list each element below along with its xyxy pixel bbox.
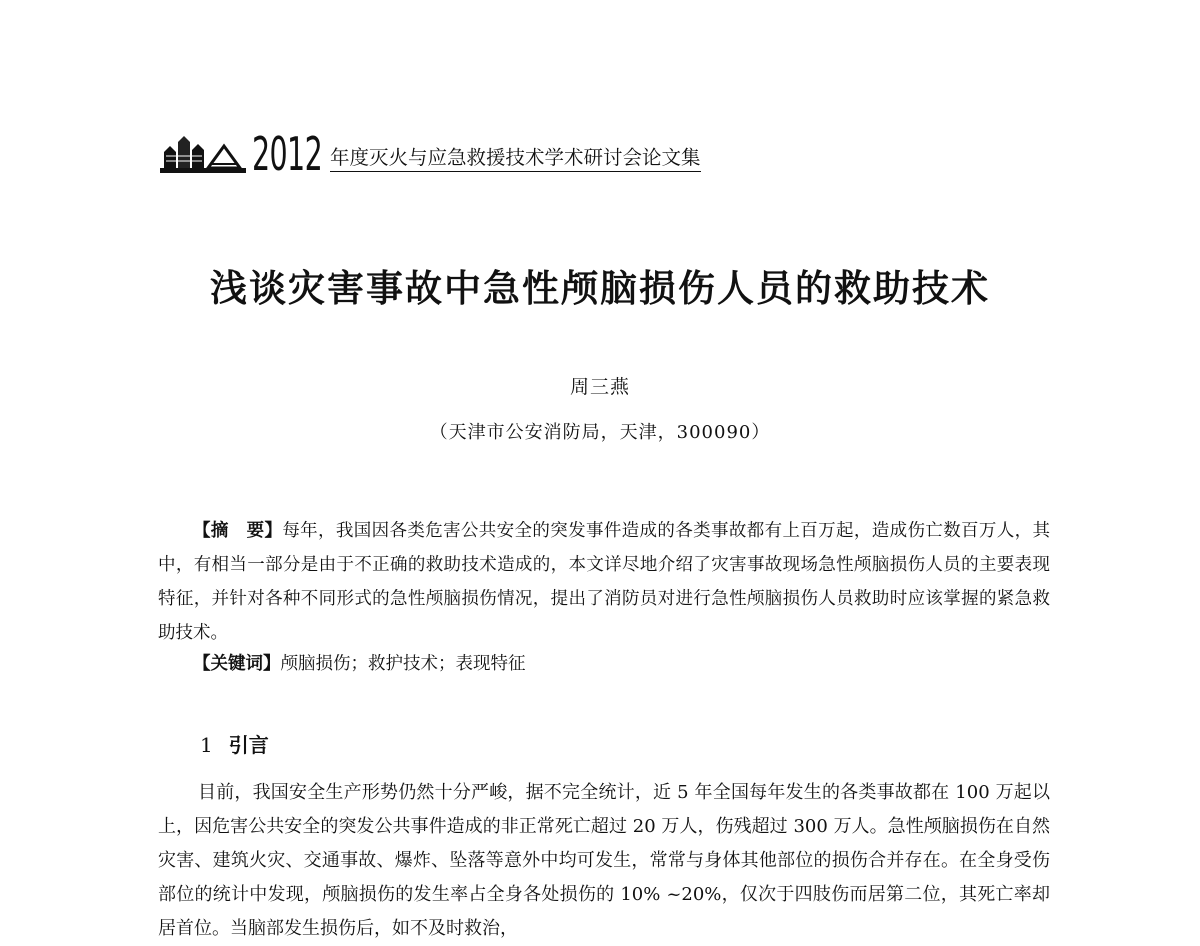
conference-logo-icon <box>160 130 246 174</box>
section-title: 引言 <box>228 733 269 757</box>
keywords-label: 【关键词】 <box>193 654 281 674</box>
conference-year: 2012 <box>252 127 323 181</box>
paper-title: 浅谈灾害事故中急性颅脑损伤人员的救助技术 <box>210 266 990 310</box>
author-affiliation: （天津市公安消防局，天津，300090） <box>429 422 771 443</box>
abstract-text: 每年，我国因各类危害公共安全的突发事件造成的各类事故都有上百万起，造成伤亡数百万人，其中，有相当一部分是由于不正确的救助技术造成的，本文详尽地介绍了灾害事故现场急性颅脑损伤人员的主要表现特征，并针对各种不同形式的急性颅脑损伤情况，提出了消防员对进行急性颅脑损伤人员救助时应该掌握的紧急救助技术。 <box>158 521 1051 643</box>
section-number: 1 <box>200 733 213 757</box>
abstract-label: 【摘 要】 <box>193 521 283 541</box>
section-body-paragraph: 目前，我国安全生产形势仍然十分严峻，据不完全统计，近 5 年全国每年发生的各类事故都在 100 万起以上，因危害公共安全的突发公共事件造成的非正常死亡超过 20 万人，伤残超过 300 万人。急性颅脑损伤在自然灾害、建筑火灾、交通事故、爆炸、坠落等意外中均可发生，常常与身体其他部位的损伤合并存在。在全身受伤部位的统计中发现，颅脑损伤的发生率占全身各处损伤的 10% ~20%，仅次于四肢伤而居第二位，其死亡率却居首位。当脑部发生损伤后，如不及时救治， <box>158 782 1050 939</box>
conference-header <box>160 127 701 181</box>
keywords-line <box>193 647 526 681</box>
abstract-paragraph <box>158 514 1050 650</box>
author-name: 周三燕 <box>569 376 630 398</box>
keywords-text: 颅脑损伤；救护技术；表现特征 <box>280 654 526 674</box>
proceedings-series-title: 年度灭火与应急救援技术学术研讨会论文集 <box>330 142 701 172</box>
section-heading <box>200 729 269 758</box>
